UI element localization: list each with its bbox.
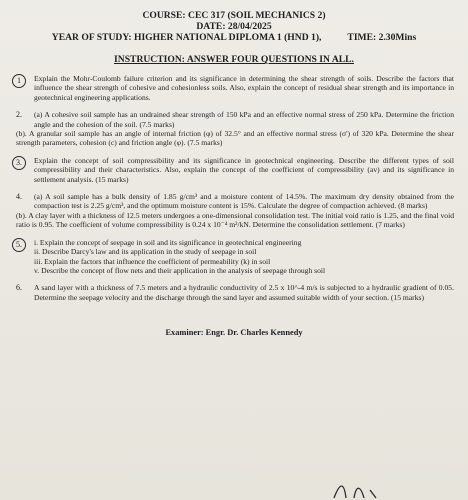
question-number: 2.	[16, 110, 22, 120]
question-number: 1	[12, 74, 26, 88]
question-part-a: (a) A cohesive soil sample has an undrained shear strength of 150 kPa and an effective normal stress of 250 kPa. Determine the friction angle and the cohesion of the soil. (7.5 marks)	[34, 110, 454, 129]
question-3	[10, 156, 458, 184]
question-number: 4.	[16, 192, 22, 202]
question-item-iii: iii. Explain the factors that influence the coefficient of permeability (k) in soil	[34, 256, 271, 266]
question-item-v: v. Describe the concept of flow nets and their application in the analysis of seepage through soil	[34, 265, 326, 275]
question-4	[10, 192, 458, 230]
signature-mark	[330, 478, 390, 500]
examiner-name: Examiner: Engr. Dr. Charles Kennedy	[165, 328, 303, 338]
exam-time: TIME: 2.30Mins	[347, 32, 417, 43]
question-part-b: (b). A clay layer with a thickness of 12.5 meters undergoes a one-dimensional consolidation test. The initial void ratio is 1.25, and the final void ratio is 0.95. The coefficient of volume compressibility is 0.24 x 10⁻⁴ m²/kN. Determine the consolidation settlement. (7 marks)	[16, 210, 454, 230]
question-text: Explain the concept of soil compressibility and its significance in geotechnical engineering. Describe the different types of soil compressibility and their characteristics. Also, explain the concept of the coefficient of compressibility (av) and its significance in settlement analysis. (15 marks)	[34, 155, 454, 184]
year-time-row	[10, 32, 458, 43]
question-1	[10, 74, 458, 102]
question-item-ii: ii. Describe Darcy's law and its application in the study of seepage in soil	[34, 247, 257, 257]
exam-date: DATE: 28/04/2025	[196, 21, 272, 32]
course-title: COURSE: CEC 317 (SOIL MECHANICS 2)	[142, 10, 326, 21]
question-2	[10, 110, 458, 148]
question-part-a: (a) A soil sample has a bulk density of 1.85 g/cm³ and a moisture content of 14.5%. The maximum dry density obtained from the compaction test is 2.25 g/cm³, and the optimum moisture content is 15%. Calculate the degree of compaction achieved. (8 marks)	[34, 192, 454, 211]
question-number: 6.	[16, 283, 22, 293]
instruction: INSTRUCTION: ANSWER FOUR QUESTIONS IN ALL.	[114, 54, 354, 65]
question-text: A sand layer with a thickness of 7.5 meters and a hydraulic conductivity of 2.5 x 10^-4 m/s is subjected to a hydraulic gradient of 0.05. Determine the seepage velocity and the discharge through the sand layer and assumed suitable width of your section. (15 marks)	[34, 283, 454, 302]
question-5	[10, 238, 458, 276]
year-of-study: YEAR OF STUDY: HIGHER NATIONAL DIPLOMA 1 (HND 1),	[51, 32, 322, 43]
question-item-i: i. Explain the concept of seepage in soil and its significance in geotechnical engineering	[34, 237, 302, 247]
question-part-b: (b). A granular soil sample has an angle of internal friction (φ) of 32.5° and an effective normal stress (σ') of 320 kPa. Determine the shear strength parameters, cohesion (c) and friction angle (φ). (7.5 marks)	[16, 129, 454, 148]
question-text: Explain the Mohr-Coulomb failure criterion and its significance in determining the shear strength of soils. Describe the factors that influence the shear strength of cohesive and cohesionless soils. Also, explain the concept of residual shear strength and its importance in geotechnical engineering applications.	[34, 74, 454, 102]
question-number: 3.	[12, 156, 26, 170]
question-6	[10, 283, 458, 302]
question-number: 5.	[12, 238, 26, 252]
